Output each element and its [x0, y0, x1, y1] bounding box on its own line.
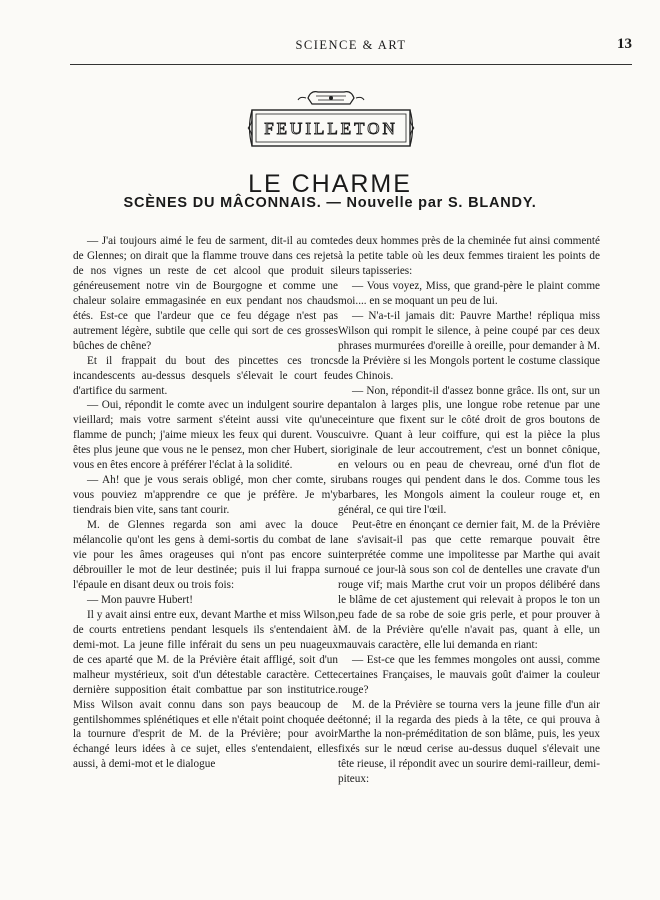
paragraph: — Ah! que je vous serais obligé, mon cher comte, si vous pouviez m'apprendre ce que je préfère. Je m'y tiendrais bien vite, sans tant courir.	[73, 474, 338, 517]
article-subtitle: SCÈNES DU MÂCONNAIS. — Nouvelle par S. BLANDY.	[123, 195, 537, 211]
feuilleton-ornament	[246, 84, 416, 154]
running-head	[70, 38, 632, 60]
left-column	[73, 234, 338, 772]
paragraph: des deux hommes près de la cheminée fut ainsi commenté à la petite table où les deux femmes tiraient les points de leurs tapisseries:	[338, 235, 600, 277]
header-rule	[70, 64, 632, 65]
paragraph: M. de Glennes regarda son ami avec la douce mélancolie qu'ont les gens à demi-sortis du combat de la vie pour les âmes orageuses qui n'ont pas encore su débrouiller le mot de leur destinée; puis il lui frappa sur l'épaule en disant deux ou trois fois:	[73, 519, 338, 591]
paragraph: — J'ai toujours aimé le feu de sarment, dit-il au comte de Glennes; on dirait que la flamme trouve dans ces rejets de nos vignes un reste de cet alcool que produit si généreusement notre vin de Bourgogne et comme une chaleur solaire emmagasinée en eux pendant nos chauds étés. Est-ce que l'ardeur que ce feu dégage n'est pas autrement légère, subtile que celle qui sort de ces grosses bûches de chêne?	[73, 235, 338, 352]
running-title: SCIENCE & ART	[295, 38, 407, 52]
paragraph: — Oui, répondit le comte avec un indulgent sourire de vieillard; mais votre sarment s'éteint aussi vite qu'une flamme de punch; j'aime mieux les feux qui durent. Vous êtes plus jeune que vous ne le pensez, mon cher Hubert, si vous en êtes encore à préférer l'éclat à la solidité.	[73, 399, 338, 472]
page-number: 13	[617, 36, 632, 52]
article-title: LE CHARME	[248, 170, 412, 198]
paragraph: — Vous voyez, Miss, que grand-père le plaint comme moi.... en se moquant un peu de lui.	[338, 279, 600, 307]
paragraph: — N'a-t-il jamais dit: Pauvre Marthe! répliqua miss Wilson qui rompit le silence, à peine coupé par ces deux phrases murmurées d'oreille à oreille, pour demander à M. de la Prévière si les Mongols portent le costume classique des Chinois.	[338, 309, 600, 382]
paragraph: M. de la Prévière se tourna vers la jeune fille d'un air étonné; il la regarda des pieds à la tête, ce qui prouva à Marthe la non-préméditation de son blâme, puis, les yeux fixés sur le nœud cerise au-dessus duquel s'élevait une tête rieuse, il répondit avec un sourire demi-railleur, demi-piteux:	[338, 698, 600, 786]
feuilleton-label: FEUILLETON	[264, 119, 398, 138]
right-column	[338, 234, 600, 787]
paragraph: — Est-ce que les femmes mongoles ont aussi, comme certaines Françaises, le mauvais goût d'aimer la couleur rouge?	[338, 653, 600, 696]
paragraph: Et il frappait du bout des pincettes ces troncs incandescents au-dessus desquels s'élevait le court feu d'artifice du sarment.	[73, 354, 338, 397]
paragraph: Peut-être en énonçant ce dernier fait, M. de la Prévière ne s'avisait-il pas que cette remarque pouvait être interprétée comme une impolitesse par Marthe qui avait noué ce jour-là sous son col de dentelles une cravate d'un rouge vif; mais Marthe crut voir un propos délibéré dans le blâme de cet ajustement qui relevait à propos le ton un peu fade de sa robe de soie gris perle, et pour prouver à M. de la Prévière qu'elle n'avait pas, quant à elle, un mauvais caractère, elle lui demanda en riant:	[338, 519, 600, 651]
paragraph: — Mon pauvre Hubert!	[87, 593, 193, 606]
paragraph: — Non, répondit-il d'assez bonne grâce. Ils ont, sur un pantalon à larges plis, une longue robe retenue par une ceinture que fixent sur le côté droit de gros boutons de cuivre. Quant à leur coiffure, qui est la pièce la plus originale de leur accoutrement, c'est un bonnet cônique, en velours ou en peau de chevreau, orné d'un flot de rubans rouges qui pendent dans le dos. Comme tous les barbares, les Mongols aiment la couleur rouge et, en général, ce qui tire l'œil.	[338, 384, 600, 517]
paragraph: Il y avait ainsi entre eux, devant Marthe et miss Wilson, de courts entretiens pendant lesquels ils s'entendaient à demi-mot. La jeune fille inférait du sens un peu nuageux de ces aparté que M. de la Prévière était affligé, soit d'un malheur mystérieux, soit d'un détestable caractère. Cette dernière supposition était combattue par son institutrice. Miss Wilson avait connu dans son pays beaucoup de gentilshommes splénétiques et elle n'était point choquée de la tournure d'esprit de M. de la Prévière; pour avoir échangé leurs idées à ce sujet, elles s'entendaient, elles aussi, à demi-mot et le dialogue	[73, 608, 338, 771]
